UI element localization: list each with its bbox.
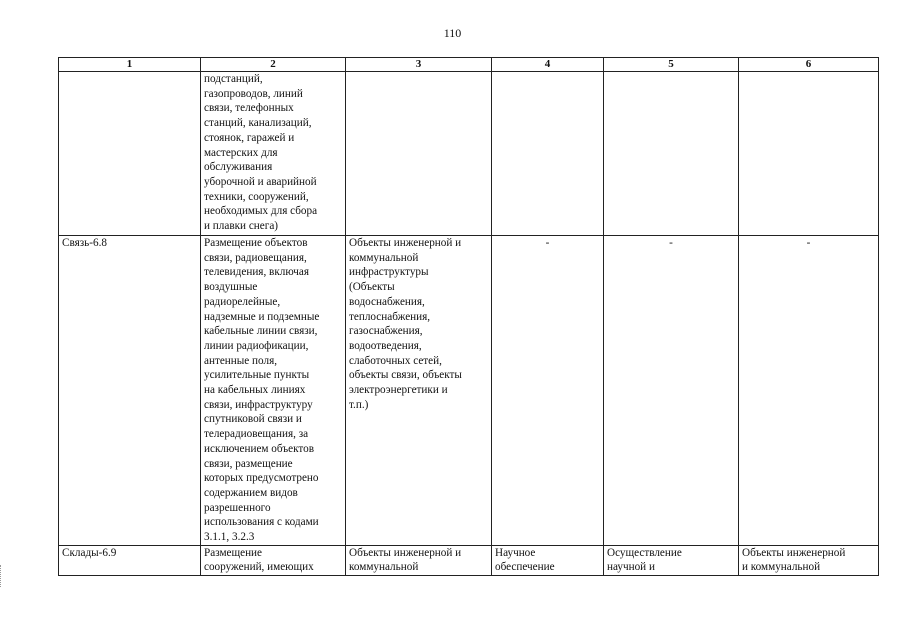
table-cell: [739, 72, 879, 236]
table-cell: [492, 72, 604, 236]
table-cell: Научное обеспечение: [492, 545, 604, 575]
table-cell: [59, 72, 201, 236]
table-row: [59, 72, 879, 236]
table-cell: Склады-6.9: [59, 545, 201, 575]
table-cell: Размещение сооружений, имеющих: [201, 545, 346, 575]
table-cell: Объекты инженерной и коммунальной инфраструктуры (Объекты водоснабжения, теплоснабжения, газоснабжения, водоотведения, слаботочных сетей, объекты связи, объекты электроэнергетики и т.п.): [346, 236, 492, 546]
column-header-3: 3: [346, 58, 492, 72]
table-cell: -: [739, 236, 879, 546]
table-cell: подстанций, газопроводов, линий связи, телефонных станций, канализаций, стоянок, гаражей и мастерских для обслуживания уборочной и аварийной техники, сооружений, необходимых для сбора и плавки снега): [201, 72, 346, 236]
scan-margin-mark: [0, 565, 5, 587]
column-header-2: 2: [201, 58, 346, 72]
table-row: [59, 545, 879, 575]
table-cell: Объекты инженерной и коммунальной: [739, 545, 879, 575]
column-header-1: 1: [59, 58, 201, 72]
table-cell: Размещение объектов связи, радиовещания, телевидения, включая воздушные радиорелейные, надземные и подземные кабельные линии связи, линии радиофикации, антенные поля, усилительные пункты на кабельных линиях связи, инфраструктуру спутниковой связи и телерадиовещания, за исключением объектов связи, размещение которых предусмотрено содержанием видов разрешенного использования с кодами 3.1.1, 3.2.3: [201, 236, 346, 546]
table-cell: -: [604, 236, 739, 546]
table-cell: [346, 72, 492, 236]
page-number: 110: [443, 26, 462, 40]
column-header-6: 6: [739, 58, 879, 72]
table-cell: Осуществление научной и: [604, 545, 739, 575]
column-header-5: 5: [604, 58, 739, 72]
table-cell: -: [492, 236, 604, 546]
table-row: [59, 236, 879, 546]
table-cell: Связь-6.8: [59, 236, 201, 546]
table-cell: Объекты инженерной и коммунальной: [346, 545, 492, 575]
column-header-4: 4: [492, 58, 604, 72]
table-cell: [604, 72, 739, 236]
land-use-table: [58, 57, 879, 576]
header-row: [59, 58, 879, 72]
